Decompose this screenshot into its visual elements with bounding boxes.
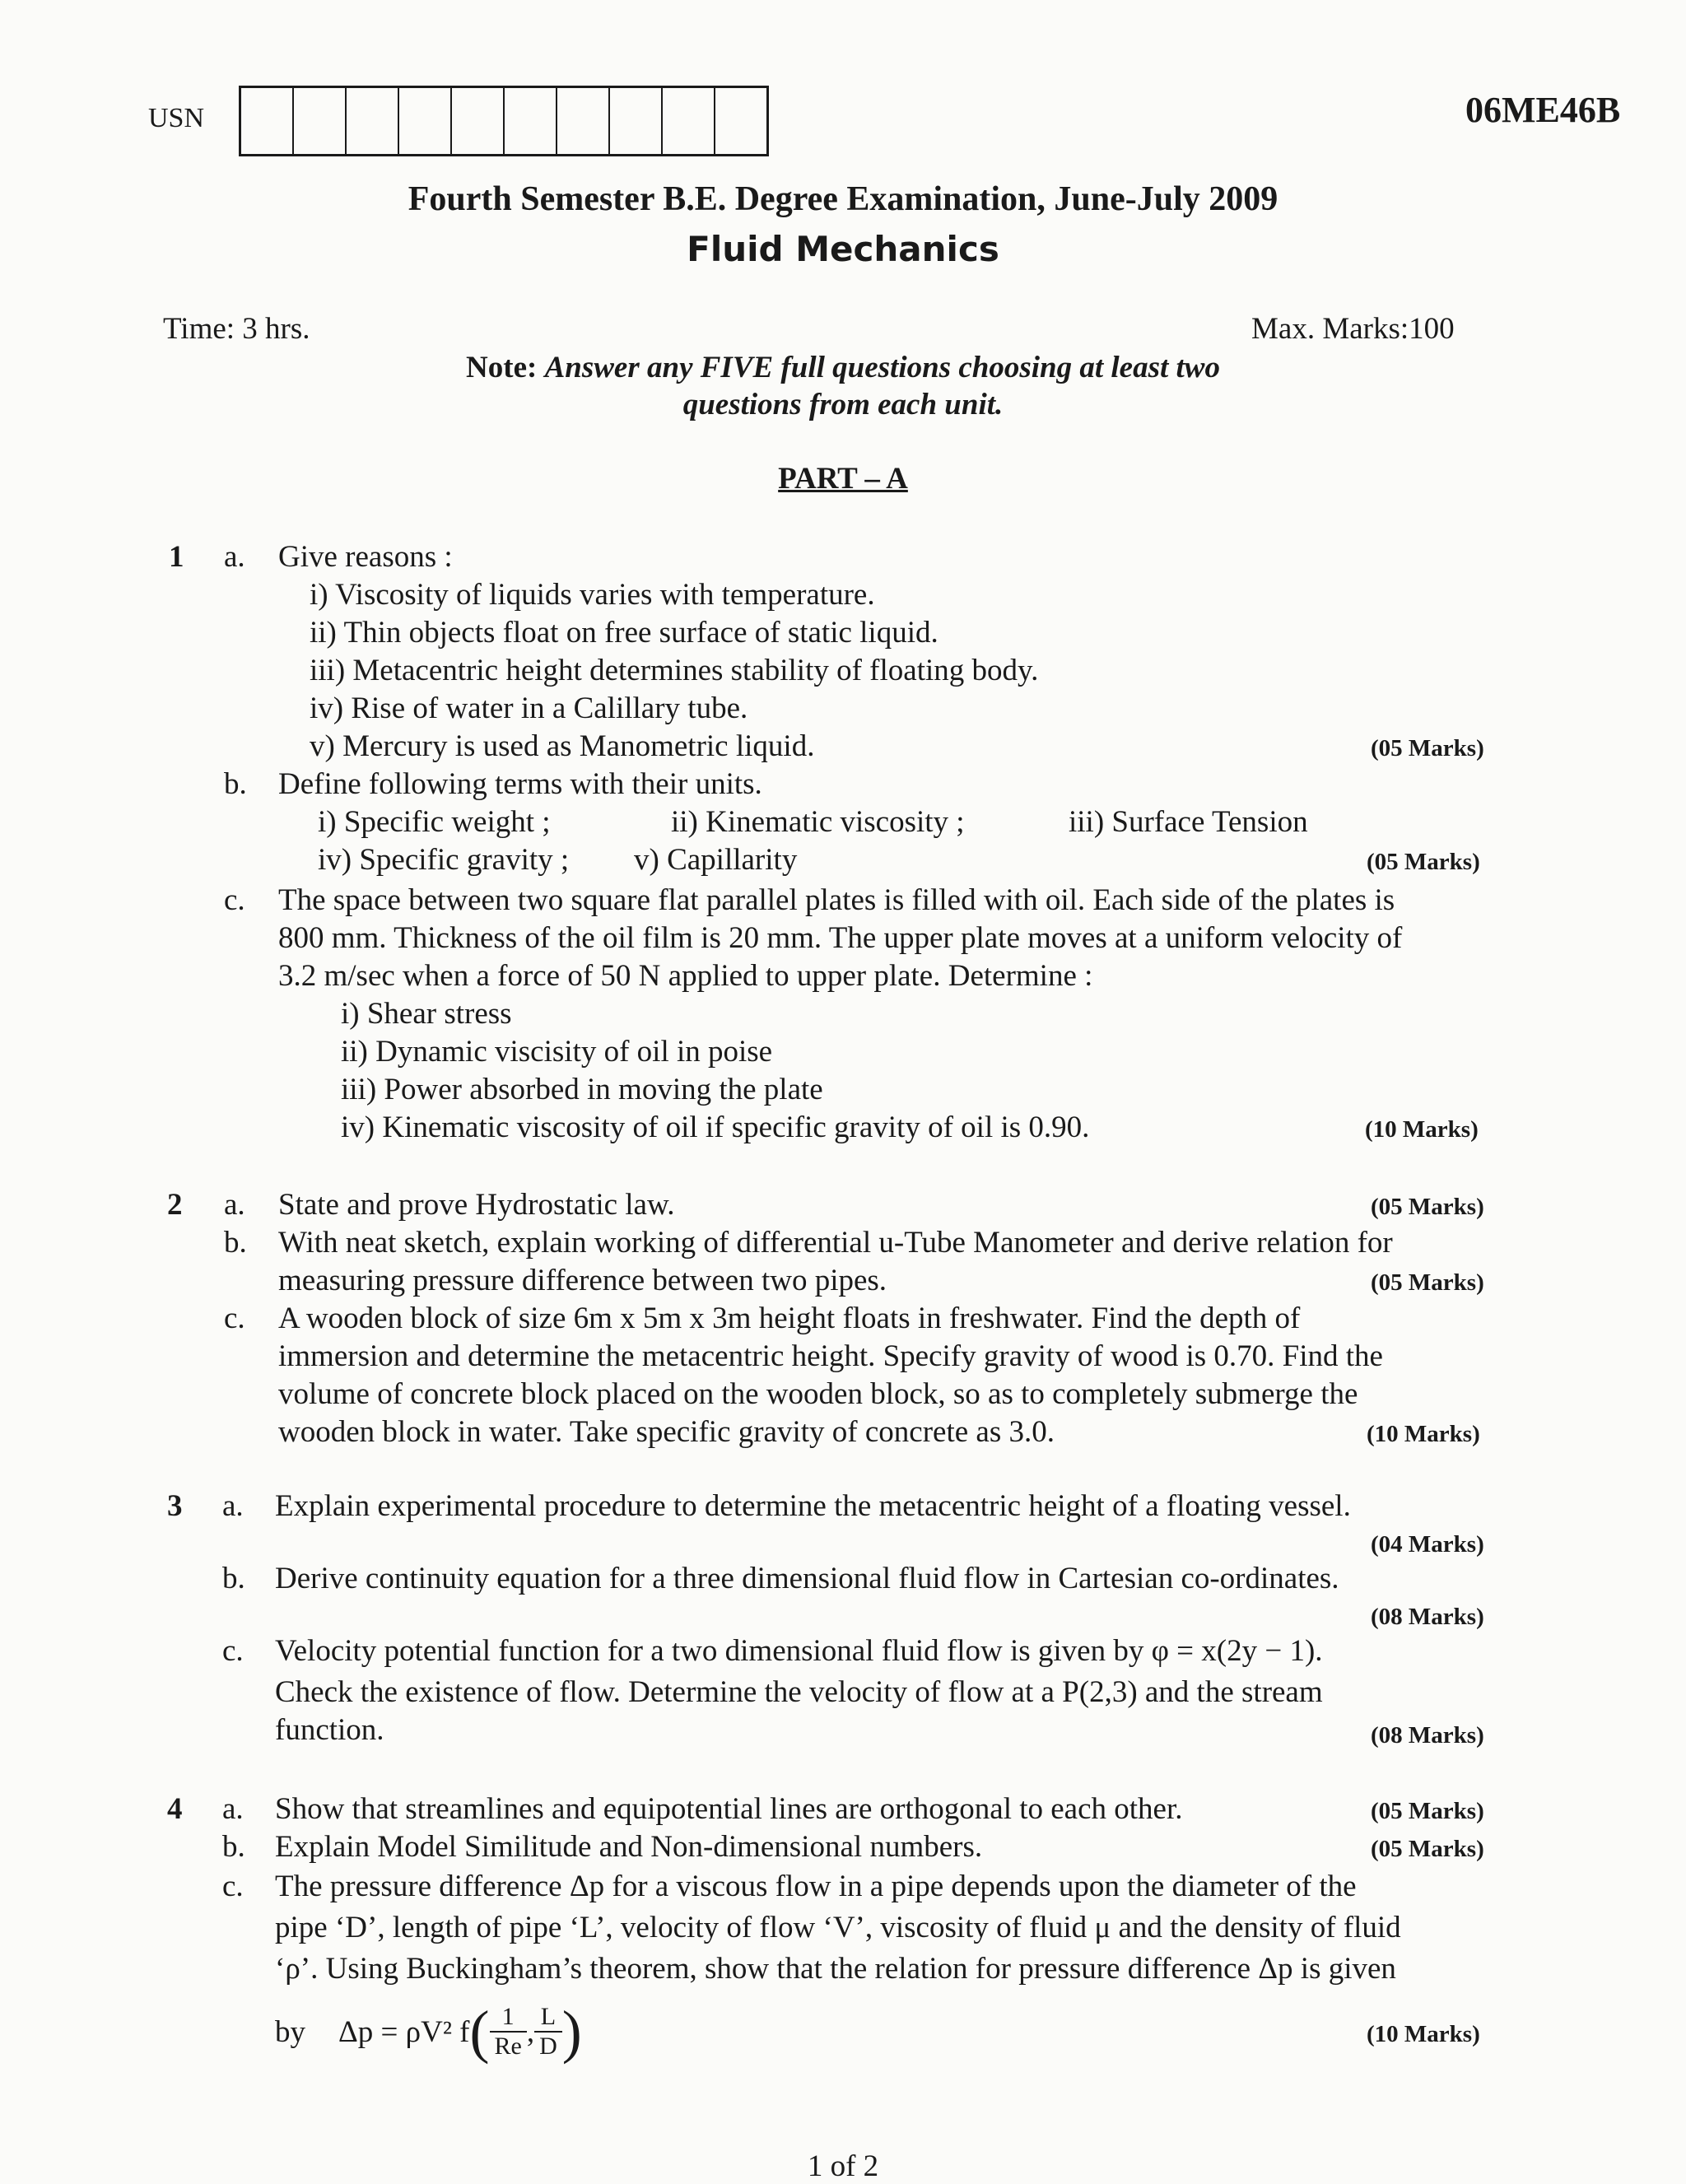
term-item: v) Capillarity bbox=[634, 843, 798, 877]
usn-box bbox=[294, 88, 347, 154]
marks: (10 Marks) bbox=[1365, 1116, 1479, 1143]
question-number: 2 bbox=[167, 1188, 183, 1222]
marks: (08 Marks) bbox=[1371, 1604, 1484, 1630]
marks: (05 Marks) bbox=[1371, 1798, 1484, 1824]
question-text: 3.2 m/sec when a force of 50 N applied to upper plate. Determine : bbox=[278, 959, 1093, 993]
part-label: b. bbox=[224, 1226, 247, 1260]
open-paren: ( bbox=[469, 1998, 490, 2065]
term-item: ii) Kinematic viscosity ; bbox=[671, 805, 965, 839]
page-number: 1 of 2 bbox=[807, 2149, 879, 2183]
fraction-denominator: Re bbox=[494, 2033, 522, 2060]
question-text: Derive continuity equation for a three dimensional fluid flow in Cartesian co-ordinates. bbox=[275, 1562, 1339, 1595]
question-number: 1 bbox=[169, 540, 184, 574]
question-text: measuring pressure difference between two pipes. bbox=[278, 1264, 887, 1297]
marks: (10 Marks) bbox=[1367, 1421, 1480, 1447]
note bbox=[0, 350, 1686, 385]
question-text: State and prove Hydrostatic law. bbox=[278, 1188, 675, 1222]
note-text-line1: Answer any FIVE full questions choosing at least two bbox=[544, 351, 1220, 384]
part-label: a. bbox=[224, 540, 245, 574]
part-label: a. bbox=[222, 1489, 244, 1523]
comma: , bbox=[526, 2014, 535, 2049]
part-heading-wrap bbox=[0, 461, 1686, 496]
question-text: With neat sketch, explain working of differential u-Tube Manometer and derive relation for bbox=[278, 1226, 1393, 1260]
part-label: a. bbox=[224, 1188, 245, 1222]
question-text: A wooden block of size 6m x 5m x 3m height floats in freshwater. Find the depth of bbox=[278, 1302, 1301, 1335]
usn-box bbox=[557, 88, 610, 154]
question-text: pipe ‘D’, length of pipe ‘L’, velocity of flow ‘V’, viscosity of fluid μ and the density of fluid bbox=[275, 1911, 1401, 1944]
note-text-line2: questions from each unit. bbox=[682, 388, 1004, 421]
question-text: Show that streamlines and equipotential lines are orthogonal to each other. bbox=[275, 1792, 1183, 1826]
paper-code: 06ME46B bbox=[1465, 90, 1621, 130]
part-label: c. bbox=[222, 1634, 244, 1668]
close-paren: ) bbox=[561, 1998, 582, 2065]
question-text: Define following terms with their units. bbox=[278, 767, 762, 801]
fraction-numerator: L bbox=[534, 2003, 562, 2033]
question-text: Check the existence of flow. Determine the velocity of flow at a P(2,3) and the stream bbox=[275, 1675, 1323, 1709]
list-item: v) Mercury is used as Manometric liquid. bbox=[310, 729, 815, 763]
marks: (05 Marks) bbox=[1371, 1269, 1484, 1296]
usn-box bbox=[347, 88, 399, 154]
usn-box bbox=[663, 88, 715, 154]
question-text: Explain Model Similitude and Non-dimensional numbers. bbox=[275, 1830, 983, 1864]
list-item: i) Viscosity of liquids varies with temperature. bbox=[310, 578, 875, 612]
part-label: b. bbox=[222, 1562, 245, 1595]
note-label: Note: bbox=[466, 351, 538, 384]
part-label: c. bbox=[224, 883, 245, 917]
question-text: The pressure difference Δp for a viscous flow in a pipe depends upon the diameter of the bbox=[275, 1870, 1357, 1903]
question-number: 3 bbox=[167, 1489, 183, 1523]
list-item: iii) Metacentric height determines stability of floating body. bbox=[310, 654, 1039, 687]
marks: (05 Marks) bbox=[1371, 735, 1484, 761]
marks: (10 Marks) bbox=[1367, 2021, 1480, 2047]
term-item: i) Specific weight ; bbox=[318, 805, 551, 839]
question-text: ‘ρ’. Using Buckingham’s theorem, show that the relation for pressure difference Δp is given bbox=[275, 1952, 1396, 1986]
marks: (05 Marks) bbox=[1371, 1194, 1484, 1220]
question-text: Explain experimental procedure to determine the metacentric height of a floating vessel. bbox=[275, 1489, 1351, 1523]
list-item: i) Shear stress bbox=[341, 997, 512, 1031]
part-label: b. bbox=[224, 767, 247, 801]
part-label: c. bbox=[224, 1302, 245, 1335]
list-item: ii) Thin objects float on free surface of static liquid. bbox=[310, 616, 938, 650]
usn-box bbox=[715, 88, 766, 154]
part-heading: PART – A bbox=[778, 462, 908, 496]
buckingham-formula bbox=[275, 1991, 582, 2073]
fraction-l-over-d bbox=[534, 2003, 562, 2061]
term-item: iii) Surface Tension bbox=[1069, 805, 1308, 839]
list-item: iv) Kinematic viscosity of oil if specific gravity of oil is 0.90. bbox=[341, 1111, 1090, 1144]
formula-prefix: by bbox=[275, 2014, 305, 2049]
question-text: The space between two square flat parallel plates is filled with oil. Each side of the plates is bbox=[278, 883, 1395, 917]
subject-title: Fluid Mechanics bbox=[687, 229, 999, 269]
fraction-numerator: 1 bbox=[490, 2003, 527, 2033]
part-label: c. bbox=[222, 1870, 244, 1903]
question-text: immersion and determine the metacentric height. Specify gravity of wood is 0.70. Find the bbox=[278, 1339, 1383, 1373]
marks: (08 Marks) bbox=[1371, 1722, 1484, 1749]
part-label: b. bbox=[222, 1830, 245, 1864]
marks: (05 Marks) bbox=[1371, 1836, 1484, 1862]
usn-box bbox=[399, 88, 452, 154]
max-marks: Max. Marks:100 bbox=[1251, 312, 1455, 346]
usn-box bbox=[610, 88, 663, 154]
usn-box bbox=[452, 88, 505, 154]
marks: (04 Marks) bbox=[1371, 1531, 1484, 1558]
question-text: wooden block in water. Take specific gravity of concrete as 3.0. bbox=[278, 1415, 1055, 1449]
question-text: volume of concrete block placed on the wooden block, so as to completely submerge the bbox=[278, 1377, 1358, 1411]
fraction-denominator: D bbox=[539, 2033, 557, 2060]
marks: (05 Marks) bbox=[1367, 849, 1480, 875]
exam-time: Time: 3 hrs. bbox=[163, 312, 310, 346]
part-label: a. bbox=[222, 1792, 244, 1826]
usn-box bbox=[505, 88, 557, 154]
question-text: function. bbox=[275, 1713, 384, 1747]
usn-label: USN bbox=[148, 103, 205, 133]
list-item: iii) Power absorbed in moving the plate bbox=[341, 1073, 823, 1106]
formula-lhs: Δp = ρV² f bbox=[338, 2014, 470, 2049]
question-text: Velocity potential function for a two dimensional fluid flow is given by φ = x(2y − 1). bbox=[275, 1634, 1323, 1668]
list-item: iv) Rise of water in a Calillary tube. bbox=[310, 692, 748, 725]
exam-title: Fourth Semester B.E. Degree Examination, June-July 2009 bbox=[408, 180, 1278, 218]
question-text: 800 mm. Thickness of the oil film is 20 mm. The upper plate moves at a uniform velocity of bbox=[278, 921, 1403, 955]
question-text: Give reasons : bbox=[278, 540, 453, 574]
list-item: ii) Dynamic viscisity of oil in poise bbox=[341, 1035, 773, 1069]
usn-box bbox=[241, 88, 294, 154]
question-number: 4 bbox=[167, 1792, 183, 1826]
usn-entry-boxes bbox=[239, 86, 769, 156]
fraction-one-over-re bbox=[490, 2003, 527, 2061]
term-item: iv) Specific gravity ; bbox=[318, 843, 570, 877]
